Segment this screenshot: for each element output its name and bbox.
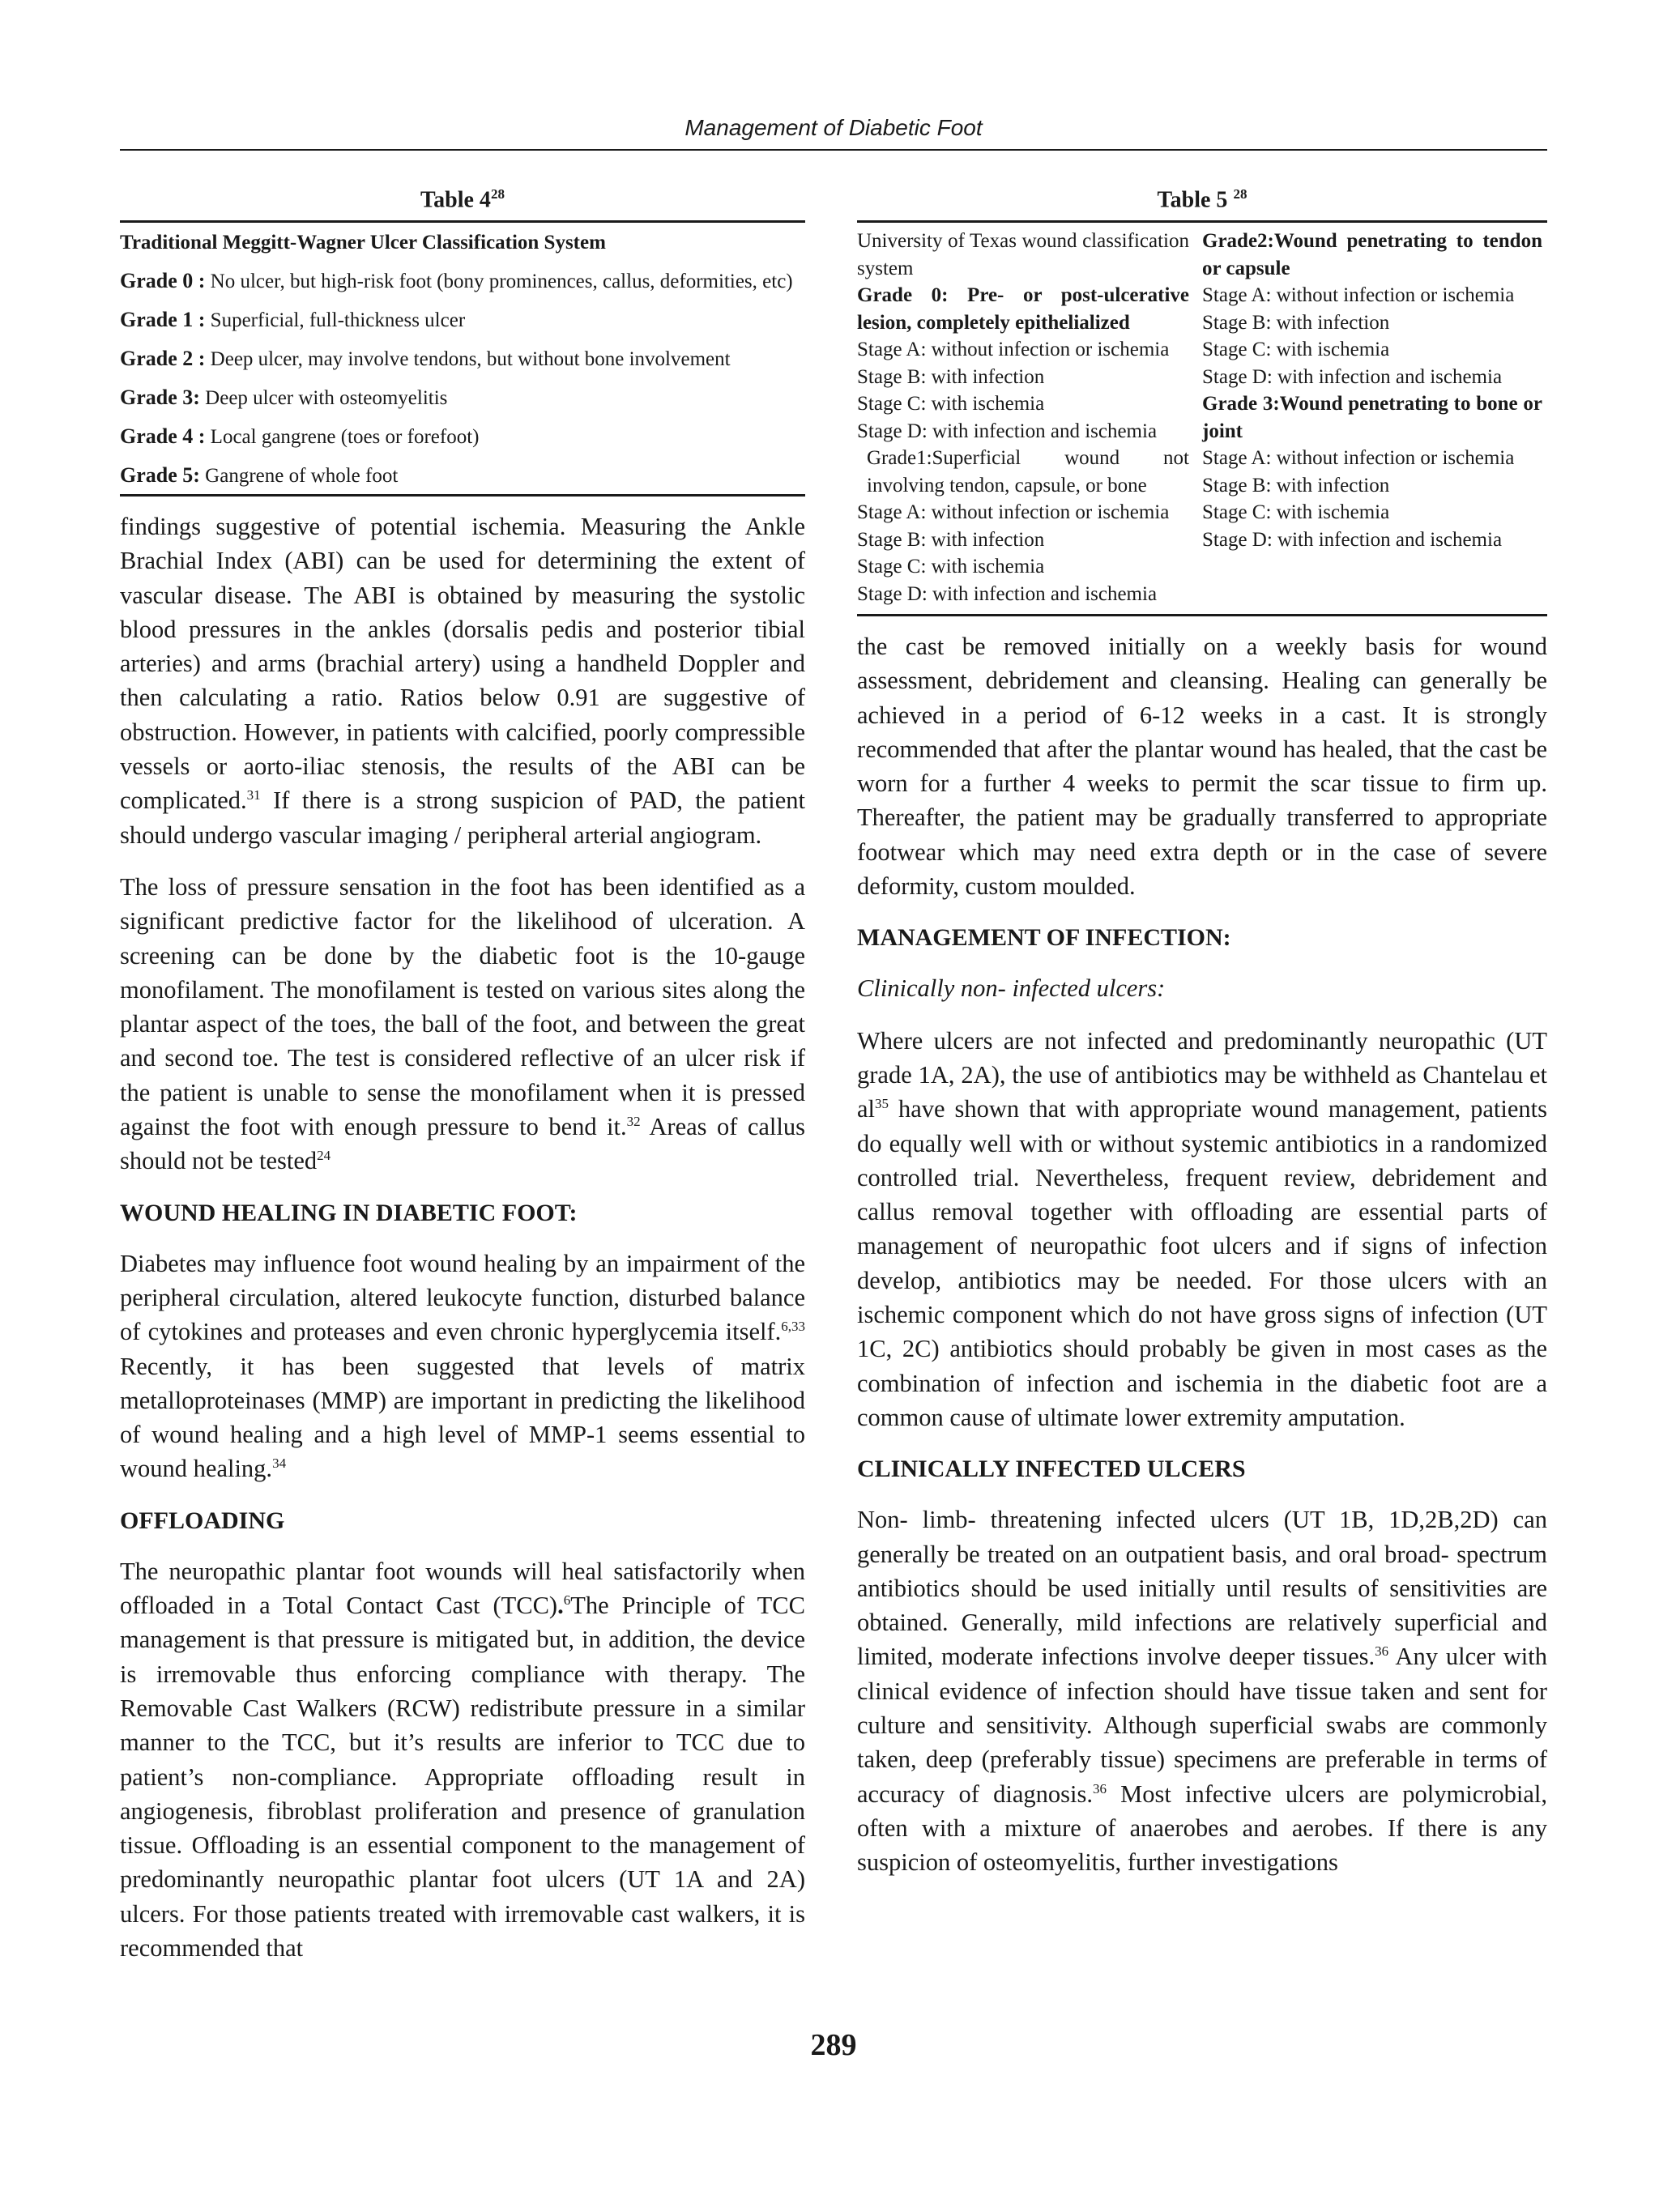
citation: 31	[246, 787, 261, 803]
citation: 32	[626, 1113, 641, 1129]
table4-heading: Traditional Meggitt-Wagner Ulcer Classification System	[120, 232, 606, 254]
table5-grade: Grade2:Wound penetrating to tendon or capsule	[1202, 230, 1542, 279]
right-column	[857, 178, 1547, 1898]
paragraph-wound-healing	[120, 1247, 805, 1486]
table5-title-ref: 28	[1233, 186, 1247, 202]
grade-label: Grade 1 :	[120, 308, 206, 331]
table5-title	[857, 178, 1547, 220]
table5-grade: Grade 3:Wound penetrating to bone or joint	[1202, 393, 1542, 442]
citation: 36	[1092, 1780, 1107, 1796]
citation: 36	[1375, 1643, 1389, 1660]
text: Where ulcers are not infected and predominantly neuropathic (UT grade 1A, 2A), the use of antibiotics may be withheld as Chantelau et al	[857, 1026, 1547, 1123]
table5-cell: University of Texas wound classification system	[857, 230, 1189, 279]
citation: 34	[272, 1455, 287, 1472]
table5-cell: Stage D: with infection and ischemia	[857, 420, 1158, 442]
table5-column-2	[1199, 228, 1542, 607]
text: Any ulcer with clinical evidence of infection should have tissue taken and sent for culture and sensitivity. Although superficial swabs are commonly taken, deep (preferably tissue) specimens are preferable in terms of accuracy of diagnosis.	[857, 1643, 1547, 1808]
grade-label: Grade 5:	[120, 463, 200, 487]
text: Recently, it has been suggested that levels of matrix metalloproteinases (MMP) are important in predicting the likelihood of wound healing and a high level of MMP-1 seems essential to wound healing.	[120, 1352, 805, 1483]
header-rule	[120, 149, 1547, 151]
table4-row	[120, 345, 805, 373]
grade-label: Grade 4 :	[120, 424, 206, 448]
table5-column-1	[857, 228, 1199, 607]
table5-cell: Stage B: with infection	[1202, 311, 1390, 334]
table5-cell: Stage D: with infection and ischemia	[857, 582, 1158, 605]
table5-cell: Stage C: with ischemia	[1202, 339, 1390, 360]
left-column	[120, 178, 805, 1983]
table5-grade: Grade1:Superficial wound not involving tendon, capsule, or bone	[867, 447, 1189, 497]
table5-title-text: Table 5	[1157, 187, 1228, 213]
grade-label: Grade 0 :	[120, 269, 206, 292]
table4-row	[120, 423, 805, 450]
text: findings suggestive of potential ischemia. Measuring the Ankle Brachial Index (ABI) can be used for determining the extent of vascular disease. The ABI is obtained by measuring the systolic blood pressures in the ankles (dorsalis pedis and posterior tibial arteries) and arms (brachial artery) using a handheld Doppler and then calculating a ratio. Ratios below 0.91 are suggestive of obstruction. However, in patients with calcified, poorly compressible vessels or aorto-iliac stenosis, the results of the ABI can be complicated.	[120, 513, 805, 815]
grade-text: Deep ulcer, may involve tendons, but without bone involvement	[205, 348, 731, 370]
paragraph-cast: the cast be removed initially on a weekly basis for wound assessment, debridement and cleansing. Healing can generally be achieved in a period of 6-12 weeks in a cast. It is strongly recommended that after the plantar wound has healed, that the cast be worn for a further 4 weeks to permit the scar tissue to firm up. Thereafter, the patient may be gradually transferred to appropriate footwear which may need extra depth or in the case of severe deformity, custom moulded.	[857, 633, 1547, 901]
table4-title	[120, 178, 805, 220]
grade-text: Local gangrene (toes or forefoot)	[205, 426, 480, 448]
section-heading-offloading: OFFLOADING	[120, 1507, 285, 1534]
table5-cell: Stage A: without infection or ischemia	[857, 501, 1170, 523]
grade-text: Superficial, full-thickness ulcer	[205, 309, 466, 331]
table5-cell: Stage C: with ischemia	[857, 393, 1045, 415]
grade-text: No ulcer, but high-risk foot (bony prominences, callus, deformities, etc)	[205, 271, 793, 292]
subheading-non-infected: Clinically non- infected ulcers:	[857, 974, 1166, 1003]
table5-cell: Stage B: with infection	[857, 365, 1045, 388]
table5-cell: Stage A: without infection or ischemia	[857, 339, 1170, 360]
table5-cell: Stage B: with infection	[1202, 474, 1390, 497]
paragraph-monofilament	[120, 870, 805, 1178]
table4-row	[120, 462, 805, 489]
grade-label: Grade 3:	[120, 386, 200, 409]
table5-cell: Stage A: without infection or ischemia	[1202, 284, 1515, 306]
text: The neuropathic plantar foot wounds will heal satisfactorily when offloaded in a Total Contact Cast (TCC)	[120, 1557, 805, 1620]
bold-period: .	[557, 1592, 564, 1620]
citation: 6,33	[781, 1319, 805, 1335]
text: If there is a strong suspicion of PAD, the patient should undergo vascular imaging / peripheral arterial angiogram.	[120, 786, 805, 849]
table5-cell: Stage B: with infection	[857, 528, 1045, 551]
section-heading-wound-healing: WOUND HEALING IN DIABETIC FOOT:	[120, 1199, 578, 1226]
table4-row	[120, 267, 805, 295]
table5-cell: Stage D: with infection and ischemia	[1202, 365, 1503, 388]
left-body	[120, 509, 805, 1965]
grade-text: Deep ulcer with osteomyelitis	[199, 387, 448, 409]
table5	[857, 220, 1547, 616]
paragraph-offloading	[120, 1554, 805, 1966]
text: Diabetes may influence foot wound healing by an impairment of the peripheral circulation, altered leukocyte function, disturbed balance of cytokines and proteases and even chronic hyperglycemia itself.	[120, 1249, 805, 1346]
grade-text: Gangrene of whole foot	[199, 465, 399, 487]
table5-cell: Stage C: with ischemia	[857, 556, 1045, 578]
right-body	[857, 629, 1547, 1880]
citation: 24	[317, 1148, 331, 1164]
table5-cell: Stage C: with ischemia	[1202, 501, 1390, 523]
table4	[120, 220, 805, 497]
paragraph-non-infected	[857, 1024, 1547, 1435]
citation: 6	[563, 1592, 571, 1608]
page-number: 289	[810, 2028, 857, 2062]
text: The Principle of TCC management is that pressure is mitigated but, in addition, the device is irremovable thus enforcing compliance with therapy. The Removable Cast Walkers (RCW) redistribute pressure in a similar manner to the TCC, but it’s results are inferior to TCC due to patient’s non-compliance. Appropriate offloading result in angiogenesis, fibroblast proliferation and presence of granulation tissue. Offloading is an essential component to the management of predominantly neuropathic plantar foot ulcers (UT 1A and 2A) ulcers. For those patients treated with irremovable cast walkers, it is recommended that	[120, 1592, 805, 1962]
table5-cell: Stage D: with infection and ischemia	[1202, 528, 1503, 551]
table4-title-text: Table 4	[420, 187, 491, 213]
table5-cell: Stage A: without infection or ischemia	[1202, 447, 1515, 469]
grade-label: Grade 2 :	[120, 347, 206, 370]
table4-title-ref: 28	[490, 186, 505, 202]
table4-row	[120, 306, 805, 334]
text: The loss of pressure sensation in the foot has been identified as a significant predictive factor for the likelihood of ulceration. A screening can be done by the diabetic foot is the 10-gauge monofilament. The monofilament is tested on various sites along the plantar aspect of the toes, the ball of the foot, and between the great and second toe. The test is considered reflective of an ulcer risk if the patient is unable to sense the monofilament when it is pressed against the foot with enough pressure to bend it.	[120, 872, 805, 1141]
text: Most infective ulcers are polymicrobial, often with a mixture of anaerobes and aerobes. If there is any suspicion of osteomyelitis, further investigations	[857, 1779, 1547, 1877]
running-header: Management of Diabetic Foot	[684, 115, 983, 140]
section-heading-management-of-infection: MANAGEMENT OF INFECTION:	[857, 924, 1231, 952]
text: Non- limb- threatening infected ulcers (UT 1B, 1D,2B,2D) can generally be treated on an outpatient basis, and oral broad- spectrum antibiotics should be used initially until results of sensitivities are obtained. Generally, mild infections are relatively superficial and limited, moderate infections involve deeper tissues.	[857, 1506, 1547, 1671]
table5-grade: Grade 0: Pre- or post-ulcerative lesion, completely epithelialized	[857, 284, 1189, 334]
text: have shown that with appropriate wound management, patients do equally well with or without systemic antibiotics in a randomized controlled trial. Nevertheless, frequent review, debridement and callus removal together with offloading are essential parts of management of neuropathic foot ulcers and if signs of infection develop, antibiotics may be needed. For those ulcers with an ischemic component which do not have gross signs of infection (UT 1C, 2C) antibiotics should probably be given in most cases as the combination of infection and ischemia in the diabetic foot are a common cause of ultimate lower extremity amputation.	[857, 1095, 1547, 1431]
text: Areas of callus should not be tested	[120, 1113, 805, 1175]
paragraph-abi	[120, 509, 805, 852]
paragraph-infected	[857, 1502, 1547, 1879]
citation: 35	[875, 1096, 889, 1112]
section-heading-infected-ulcers: CLINICALLY INFECTED ULCERS	[857, 1455, 1246, 1483]
table4-row	[120, 384, 805, 411]
